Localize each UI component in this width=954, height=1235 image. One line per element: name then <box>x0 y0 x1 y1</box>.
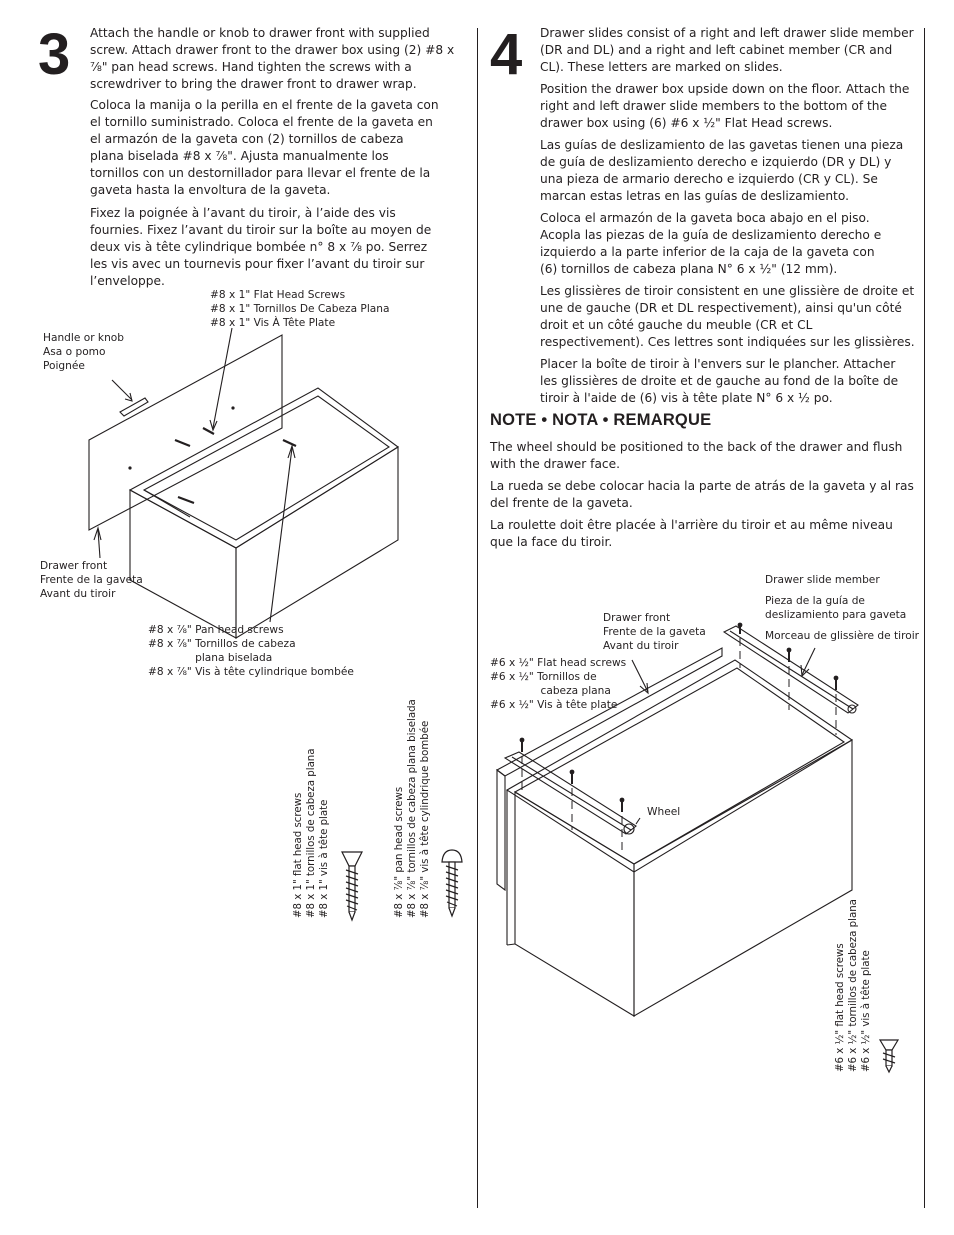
step-4-label-wheel: Wheel <box>647 806 681 818</box>
step-4-paragraph-5: Les glissières de tiroir consistent en une glissière de droite et une de gauche (DR et DL respectivement), ainsi qu'un côté droit et un côté gauche du meuble (CR et CL respectivement). Ces lettres sont indiquées sur les glissières. <box>540 284 915 349</box>
step-4-paragraph-4: Coloca el armazón de la gaveta boca abajo en el piso. Acopla las piezas de la guía de deslizamiento derecho e izquierdo a la parte inferior de la caja de la gaveta con (6) tornillos de cabeza plana N° 6 x ½" (12 mm). <box>540 211 882 276</box>
step-4-paragraph-2: Position the drawer box upside down on the floor. Attach the right and left drawer slide members to the bottom of the drawer box using (6) #6 x ½" Flat Head screws. <box>540 82 910 130</box>
step-3-label-pan-screws: #8 x ⅞" Pan head screws #8 x ⅞" Tornillos de cabeza plana biselada #8 x ⅞" Vis à tête cylindrique bombée <box>148 624 354 678</box>
step-4-label-slide-es: Pieza de la guía de deslizamiento para gaveta <box>765 595 907 621</box>
step-3-label-handle: Handle or knob Asa o pomo Poignée <box>43 332 124 372</box>
step-4-label-screws: #6 x ½" Flat head screws #6 x ½" Tornillos de cabeza plana #6 x ½" Vis à tête plate <box>490 657 627 711</box>
step-4-paragraph-6: Placer la boîte de tiroir à l'envers sur le plancher. Attacher les glissières de droite et de gauche au fond de la boîte de tiroir à l'aide de (6) vis à tête plate N° 6 x ½ po. <box>540 357 899 405</box>
step-4-number: 4 <box>490 22 523 87</box>
step-3-label-flat-screws: #8 x 1" Flat Head Screws #8 x 1" Tornillos De Cabeza Plana #8 x 1" Vis À Tête Plate <box>210 289 390 329</box>
step-4-label-slide-fr: Morceau de glissière de tiroir <box>765 630 919 642</box>
step-4-label-drawer-front: Drawer front Frente de la gaveta Avant du tiroir <box>603 612 706 652</box>
step-4-hardware: #6 x ½" flat head screws #6 x ½" tornillos de cabeza plana #6 x ½" vis à tête plate <box>835 899 872 1072</box>
step-3-number: 3 <box>38 22 71 87</box>
note-paragraph-fr: La roulette doit être placée à l'arrière du tiroir et au même niveau que la face du tiroir. <box>490 518 893 549</box>
note-paragraph-es: La rueda se debe colocar hacia la parte de atrás de la gaveta y al ras del frente de la gaveta. <box>490 479 914 510</box>
step-3-paragraph-fr: Fixez la poignée à l’avant du tiroir, à l’aide des vis fournies. Fixez l’avant du tiroir sur la boîte au moyen de deux vis à tête cylindrique bombée n° 8 x ⅞ po. Serrez les vis avec un tournevis pour fixer l’avant du tiroir sur l’enveloppe. <box>90 206 432 288</box>
note-heading: NOTE • NOTA • REMARQUE <box>490 411 712 429</box>
step-3-label-drawer-front: Drawer front Frente de la gaveta Avant du tiroir <box>40 560 143 600</box>
step-4-label-slide-en: Drawer slide member <box>765 574 880 586</box>
step-3-hardware-pan: #8 x ⅞" pan head screws #8 x ⅞" tornillos de cabeza plana biselada #8 x ⅞" vis à tête cylindrique bombée <box>394 699 431 918</box>
step-4-paragraph-1: Drawer slides consist of a right and left drawer slide member (DR and DL) and a right and left cabinet member (CR and CL). These letters are marked on slides. <box>540 26 914 74</box>
flat-head-screw-icon-small <box>880 1040 898 1072</box>
step-3-paragraph-en: Attach the handle or knob to drawer front with supplied screw. Attach drawer front to the drawer box using (2) #8 x ⅞" pan head screws. Hand tighten the screws with a screwdriver to bring the drawer front to drawer wrap. <box>90 26 455 91</box>
step-4-paragraph-3: Las guías de deslizamiento de las gavetas tienen una pieza de guía de deslizamiento derecho e izquierdo (DR y DL) y una pieza de armario derecho e izquierdo (CR y CL). Se marcan estas letras en las guías de deslizamiento. <box>540 138 904 203</box>
step-3-hardware-flat: #8 x 1" flat head screws #8 x 1" tornillos de cabeza plana #8 x 1" vis à tête plate <box>293 748 330 918</box>
note-paragraph-en: The wheel should be positioned to the back of the drawer and flush with the drawer face. <box>490 440 903 471</box>
step-3-paragraph-es: Coloca la manija o la perilla en el frente de la gaveta con el tornillo suministrado. Coloca el frente de la gaveta en el armazón de la gaveta con (2) tornillos de cabeza plana biselada #8 x ⅞". Ajusta manualmente los tornillos con un destornillador para llevar el frente de la gaveta hasta la envoltura de la gaveta. <box>90 98 439 197</box>
